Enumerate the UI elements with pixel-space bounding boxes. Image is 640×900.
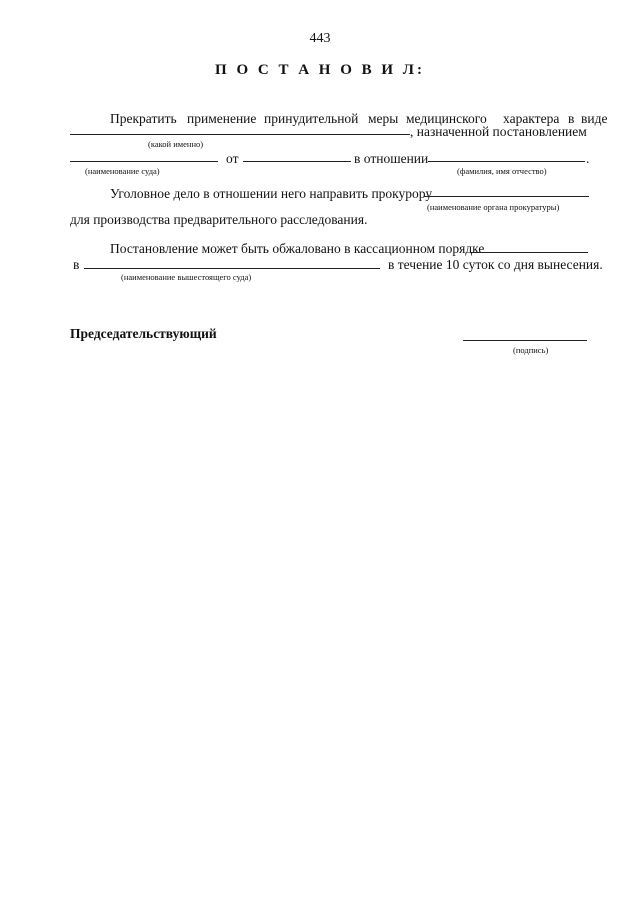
from-text: от (226, 151, 239, 166)
caption-signature: (подпись) (513, 345, 549, 355)
word: медицинского (406, 111, 487, 126)
document-title: П О С Т А Н О В И Л: (215, 62, 425, 78)
blank-line-higher-court[interactable] (84, 268, 380, 269)
signature-line[interactable] (463, 340, 587, 341)
caption-prosecutor: (наименование органа прокуратуры) (427, 202, 560, 212)
blank-line-person-name[interactable] (428, 161, 585, 162)
word: принудительной (264, 111, 359, 126)
blank-line-court[interactable] (70, 161, 218, 162)
period: . (586, 151, 590, 166)
word: характера (503, 111, 560, 126)
caption-higher-court: (наименование вышестоящего суда) (121, 272, 252, 282)
word: применение (187, 111, 257, 126)
appointed-text: , назначенной постановлением (410, 124, 587, 139)
in-text: в (73, 257, 80, 272)
caption-court: (наименование суда) (85, 166, 160, 176)
word: Прекратить (110, 111, 177, 126)
appeal-term-text: в течение 10 суток со дня вынесения. (388, 257, 603, 272)
word: виде (581, 111, 608, 126)
word: в (568, 111, 575, 126)
page-number: 443 (309, 31, 331, 46)
blank-line-appeal-order[interactable] (470, 252, 588, 253)
caption-what: (какой именно) (148, 139, 204, 149)
blank-line-prosecutor[interactable] (424, 196, 589, 197)
paragraph2-line2: для производства предварительного расследования. (70, 212, 368, 227)
caption-full-name: (фамилия, имя отчество) (457, 166, 547, 176)
blank-line-date[interactable] (243, 161, 351, 162)
paragraph2-line1: Уголовное дело в отношении него направить прокурору (110, 186, 433, 201)
paragraph3-line1: Постановление может быть обжаловано в кассационном порядке (110, 241, 485, 256)
regarding-text: в отношении (354, 151, 429, 166)
chairperson-label: Председательствующий (70, 326, 217, 341)
word: меры (368, 111, 399, 126)
blank-line-measure-type[interactable] (70, 134, 410, 135)
